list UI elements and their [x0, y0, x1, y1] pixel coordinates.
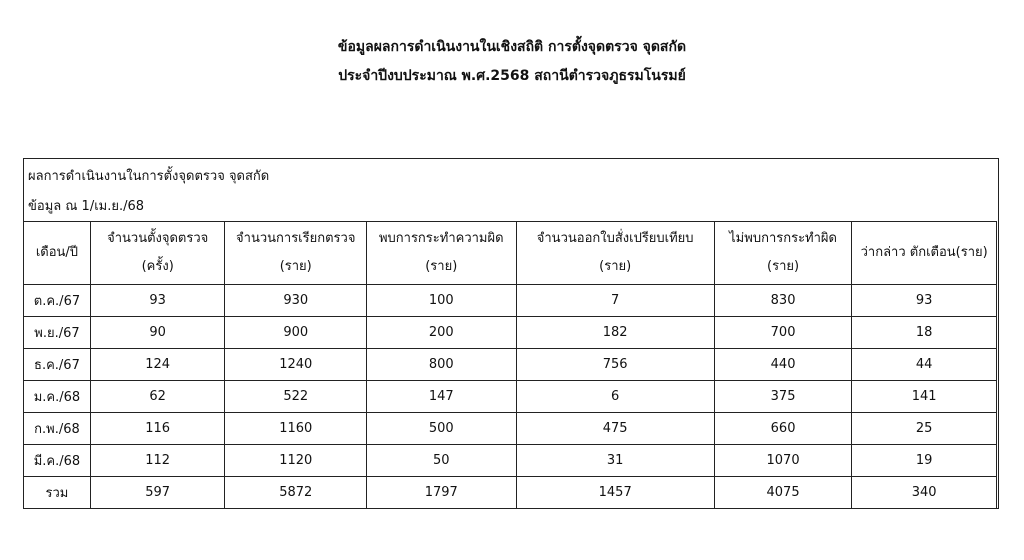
col-header: จำนวนตั้งจุดตรวจ (ครั้ง) [90, 222, 225, 285]
cell: 50 [367, 445, 517, 477]
col-header: ว่ากล่าว ตักเตือน(ราย) [852, 222, 997, 285]
cell: 830 [714, 285, 852, 317]
cell: 1457 [516, 477, 714, 509]
cell: 756 [516, 349, 714, 381]
cell: 1797 [367, 477, 517, 509]
header-row [24, 222, 997, 285]
cell: 1070 [714, 445, 852, 477]
results-table [23, 221, 997, 509]
cell: 930 [225, 285, 367, 317]
page-subtitle: ประจำปีงบประมาณ พ.ศ.2568 สถานีตำรวจภูธรมโนรมย์ [338, 68, 686, 84]
cell: 62 [90, 381, 225, 413]
cell-month: มี.ค./68 [24, 445, 91, 477]
cell: 18 [852, 317, 997, 349]
col-header: จำนวนการเรียกตรวจ (ราย) [225, 222, 367, 285]
cell: 375 [714, 381, 852, 413]
cell: 5872 [225, 477, 367, 509]
cell: 93 [90, 285, 225, 317]
cell: 31 [516, 445, 714, 477]
cell: 100 [367, 285, 517, 317]
cell: 124 [90, 349, 225, 381]
cell: 182 [516, 317, 714, 349]
cell: 19 [852, 445, 997, 477]
cell-month: พ.ย./67 [24, 317, 91, 349]
cell-total-label: รวม [24, 477, 91, 509]
cell: 116 [90, 413, 225, 445]
cell: 900 [225, 317, 367, 349]
cell: 700 [714, 317, 852, 349]
cell: 200 [367, 317, 517, 349]
table-row [24, 349, 997, 381]
cell: 475 [516, 413, 714, 445]
page-title: ข้อมูลผลการดำเนินงานในเชิงสถิติ การตั้งจุดตรวจ จุดสกัด [337, 39, 687, 55]
cell: 522 [225, 381, 367, 413]
cell: 800 [367, 349, 517, 381]
cell: 500 [367, 413, 517, 445]
cell: 1120 [225, 445, 367, 477]
table-row [24, 381, 997, 413]
results-table-box [23, 158, 999, 509]
cell: 90 [90, 317, 225, 349]
cell: 660 [714, 413, 852, 445]
table-row [24, 413, 997, 445]
cell: 93 [852, 285, 997, 317]
cell: 147 [367, 381, 517, 413]
col-header: ไม่พบการกระทำผิด (ราย) [714, 222, 852, 285]
data-date: ข้อมูล ณ 1/เม.ย./68 [28, 199, 145, 214]
cell: 440 [714, 349, 852, 381]
cell-month: ม.ค./68 [24, 381, 91, 413]
cell-month: ก.พ./68 [24, 413, 91, 445]
cell: 25 [852, 413, 997, 445]
cell: 7 [516, 285, 714, 317]
table-row [24, 285, 997, 317]
cell: 340 [852, 477, 997, 509]
col-header: พบการกระทำความผิด (ราย) [367, 222, 517, 285]
cell: 1240 [225, 349, 367, 381]
cell: 597 [90, 477, 225, 509]
cell: 6 [516, 381, 714, 413]
cell: 44 [852, 349, 997, 381]
cell: 1160 [225, 413, 367, 445]
table-row [24, 445, 997, 477]
col-header: จำนวนออกใบสั่งเปรียบเทียบ (ราย) [516, 222, 714, 285]
cell: 112 [90, 445, 225, 477]
cell: 4075 [714, 477, 852, 509]
cell: 141 [852, 381, 997, 413]
table-heading: ผลการดำเนินงานในการตั้งจุดตรวจ จุดสกัด [28, 169, 270, 184]
table-row [24, 317, 997, 349]
cell-month: ต.ค./67 [24, 285, 91, 317]
col-header: เดือน/ปี [24, 222, 91, 285]
total-row [24, 477, 997, 509]
cell-month: ธ.ค./67 [24, 349, 91, 381]
